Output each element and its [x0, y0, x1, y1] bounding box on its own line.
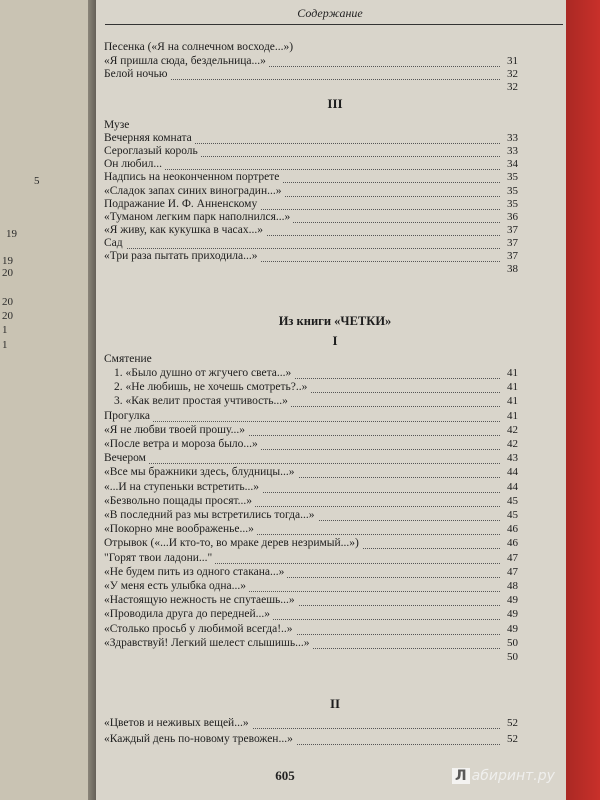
toc-entry-title: Сероглазый король	[104, 145, 201, 157]
toc-entry-title: «Сладок запах синих виноградин...»	[104, 185, 285, 197]
running-header: Содержание	[297, 6, 363, 20]
toc-page-number: 41	[507, 410, 518, 422]
toc-page-number: 34	[507, 158, 518, 170]
book-title: Из книги «ЧЕТКИ»	[278, 314, 392, 328]
toc-entry-title: «Я не любви твоей прошу...»	[104, 424, 248, 436]
watermark-logo: Л	[452, 768, 470, 784]
dot-leader	[104, 463, 500, 464]
toc-entry-title: "Горят твои ладони..."	[104, 552, 215, 564]
toc-entry-title	[104, 651, 107, 663]
left-page-number: 5	[34, 175, 40, 187]
toc-page-number: 52	[507, 717, 518, 729]
left-page	[0, 0, 92, 800]
toc-page-number: 46	[507, 537, 518, 549]
toc-entry	[104, 536, 500, 551]
toc-page-number	[500, 40, 518, 55]
toc-entry-title: «Я пришла сюда, бездельница...»	[104, 55, 269, 67]
toc-page-number: 35	[507, 171, 518, 183]
toc-entry-title: «Не будем пить из одного стакана...»	[104, 566, 287, 578]
toc-entry-title: «Туманом легким парк наполнился...»	[104, 211, 293, 223]
toc-entry-title: Вечером	[104, 452, 149, 464]
toc-page-number: 41	[507, 381, 518, 393]
section-heading-II: II	[329, 696, 341, 711]
toc-page-number: 36	[507, 211, 518, 223]
left-page-number: 20	[2, 310, 13, 322]
toc-entry-title: Музе	[104, 119, 132, 131]
toc-entry-title: «...И на ступеньки встретить...»	[104, 481, 262, 493]
toc-page-number: 37	[507, 237, 518, 249]
watermark-text: абиринт.ру	[471, 768, 555, 784]
toc-page-number: 44	[507, 481, 518, 493]
toc-page-number: 48	[507, 580, 518, 592]
header-rule	[105, 24, 563, 25]
toc-entry-title: Прогулка	[104, 410, 153, 422]
toc-page-number: 38	[507, 263, 518, 275]
toc-entry	[104, 565, 500, 580]
toc-page-number: 45	[507, 495, 518, 507]
toc-entry-title: Подражание И. Ф. Анненскому	[104, 198, 260, 210]
group-title-smyatenie: Смятение	[104, 353, 152, 365]
toc-entry	[104, 262, 500, 277]
toc-entry-title: «Столько просьб у любимой всегда!..»	[104, 623, 296, 635]
toc-entry	[104, 579, 500, 594]
page-number: 605	[275, 768, 295, 783]
toc-entry-title: 3. «Как велит простая учтивость...»	[114, 395, 291, 407]
toc-entry	[114, 366, 500, 381]
toc-entry	[104, 80, 500, 95]
toc-page-number: 41	[507, 395, 518, 407]
toc-page-number: 37	[507, 224, 518, 236]
toc-page-number: 44	[507, 466, 518, 478]
toc-entry-title: «После ветра и мороза было...»	[104, 438, 261, 450]
toc-entry-title: «Настоящую нежность не спутаешь...»	[104, 594, 298, 606]
left-page-number: 1	[2, 339, 8, 351]
toc-page-number: 50	[507, 637, 518, 649]
cover-shadow	[566, 0, 600, 800]
toc-entry	[104, 607, 500, 622]
toc-entry	[104, 423, 500, 438]
toc-page-number: 31	[507, 55, 518, 67]
toc-entry	[104, 170, 500, 185]
toc-entry	[114, 380, 500, 395]
toc-entry-title: 1. «Было душно от жгучего света...»	[114, 367, 294, 379]
toc-entry	[104, 636, 500, 651]
toc-entry-title: «Проводила друга до передней...»	[104, 608, 273, 620]
toc-entry-title: Надпись на неоконченном портрете	[104, 171, 282, 183]
toc-entry	[104, 437, 500, 452]
toc-page-number: 35	[507, 198, 518, 210]
toc-entry-title: «В последний раз мы встретились тогда...»	[104, 509, 318, 521]
labirint-watermark	[452, 768, 592, 790]
toc-entry	[104, 451, 500, 466]
section-heading-I: I	[332, 333, 338, 348]
toc-entry-title: Сад	[104, 237, 126, 249]
toc-entry-title: «Цветов и неживых вещей...»	[104, 717, 252, 729]
toc-entry-title	[104, 263, 107, 275]
toc-page-number: 49	[507, 594, 518, 606]
toc-page-number: 33	[507, 145, 518, 157]
toc-page-number: 42	[507, 438, 518, 450]
toc-entry	[104, 409, 500, 424]
toc-page-number: 52	[507, 733, 518, 745]
toc-entry	[104, 508, 500, 523]
toc-entry-title: Песенка («Я на солнечном восходе...»)	[104, 41, 296, 53]
left-page-number: 19	[2, 255, 13, 267]
toc-page-number: 47	[507, 566, 518, 578]
toc-page-number: 32	[507, 68, 518, 80]
toc-page-number: 50	[507, 651, 518, 663]
toc-page-number: 33	[507, 132, 518, 144]
toc-entry-title: Белой ночью	[104, 68, 170, 80]
left-page-number: 1	[2, 324, 8, 336]
left-page-number: 19	[6, 228, 17, 240]
toc-entry-title: «Безвольно пощады просят...»	[104, 495, 255, 507]
toc-entry-title: «У меня есть улыбка одна...»	[104, 580, 249, 592]
toc-entry-title	[104, 81, 107, 93]
toc-entry-title: Он любил...	[104, 158, 165, 170]
toc-entry	[104, 622, 500, 637]
toc-entry	[104, 650, 500, 665]
toc-page-number: 42	[507, 424, 518, 436]
toc-page-number: 45	[507, 509, 518, 521]
toc-entry	[104, 465, 500, 480]
toc-entry-title: «Я живу, как кукушка в часах...»	[104, 224, 266, 236]
toc-entry	[104, 494, 500, 509]
toc-entry	[104, 40, 500, 55]
toc-entry	[104, 732, 500, 747]
toc-entry-title: Вечерняя комната	[104, 132, 195, 144]
toc-entry	[104, 480, 500, 495]
toc-entry	[104, 522, 500, 537]
toc-entry-title: «Здравствуй! Легкий шелест слышишь...»	[104, 637, 313, 649]
toc-entry	[104, 593, 500, 608]
toc-page-number: 35	[507, 185, 518, 197]
toc-entry	[114, 394, 500, 409]
toc-entry-title: 2. «Не любишь, не хочешь смотреть?..»	[114, 381, 310, 393]
toc-page-number: 49	[507, 623, 518, 635]
toc-page-number: 43	[507, 452, 518, 464]
toc-page-number: 46	[507, 523, 518, 535]
left-page-number: 20	[2, 296, 13, 308]
toc-page-number: 37	[507, 250, 518, 262]
left-page-number: 20	[2, 267, 13, 279]
toc-entry	[104, 716, 500, 731]
dot-leader	[104, 421, 500, 422]
toc-entry-title: «Все мы бражники здесь, блудницы...»	[104, 466, 298, 478]
toc-entry-title: «Каждый день по-новому тревожен...»	[104, 733, 296, 745]
toc-page-number: 41	[507, 367, 518, 379]
toc-entry-title: «Покорно мне воображенье...»	[104, 523, 257, 535]
toc-page-number: 49	[507, 608, 518, 620]
toc-entry-title: «Три раза пытать приходила...»	[104, 250, 261, 262]
toc-page-number: 47	[507, 552, 518, 564]
toc-entry-title: Отрывок («...И кто-то, во мраке дерев незримый...»)	[104, 537, 362, 549]
toc-page-number: 32	[507, 81, 518, 93]
toc-entry	[104, 551, 500, 566]
section-heading-III: III	[327, 96, 343, 111]
